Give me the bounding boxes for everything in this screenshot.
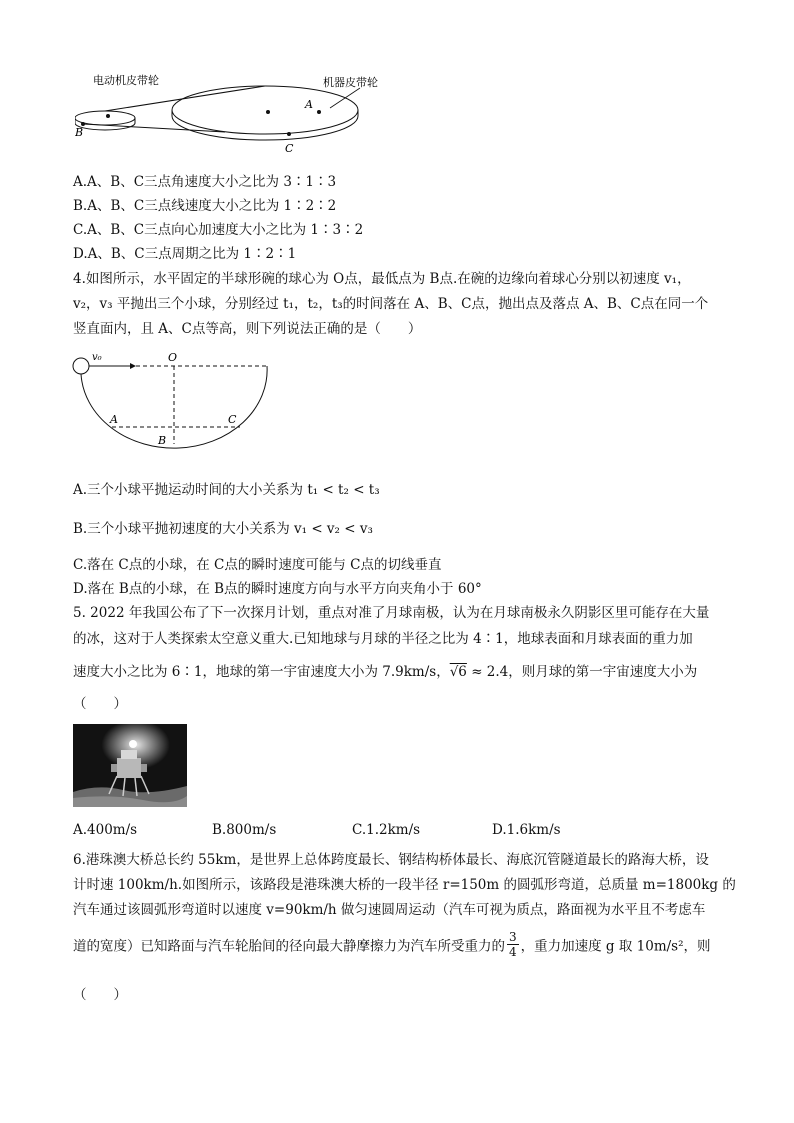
q5-line-4: （ ） [73,696,127,712]
label-machine-pulley: 机器皮带轮 [323,76,378,89]
fraction-denominator: 4 [509,945,517,959]
q3-option-a: A.A、B、C三点角速度大小之比为 3∶1∶3 [73,174,337,190]
q6-line-1: 6.港珠澳大桥总长约 55km，是世界上总体跨度最长、钢结构桥体最长、海底沉管隧道最长的路海大桥，设 [73,852,709,868]
label-b: B [158,434,167,447]
q5-line-3 [73,660,697,680]
label-motor-pulley: 电动机皮带轮 [93,74,159,87]
q4-line-3: 竖直面内，且 A、C点等高，则下列说法正确的是（ ） [73,321,422,337]
q3-option-d: D.A、B、C三点周期之比为 1∶2∶1 [73,246,297,262]
q5-option-c: C.1.2km/s [352,822,421,838]
q3-option-b: B.A、B、C三点线速度大小之比为 1∶2∶2 [73,198,337,214]
point-label-a: A [305,98,313,111]
point-label-b: B [75,126,84,139]
fraction-three-quarters [507,930,519,959]
q4-option-c: C.落在 C点的小球，在 C点的瞬时速度可能与 C点的切线垂直 [73,557,442,573]
hemisphere-bowl-diagram [70,350,275,450]
q5-option-a: A.400m/s [73,822,138,838]
point-label-c: C [285,142,294,155]
q5-option-d: D.1.6km/s [492,822,561,838]
q4-line-1: 4.如图所示，水平固定的半球形碗的球心为 O点，最低点为 B点.在碗的边缘向着球心分别以初速度 v₁， [73,271,691,287]
q5-option-b: B.800m/s [212,822,277,838]
q3-option-c: C.A、B、C三点向心加速度大小之比为 1∶3∶2 [73,222,364,238]
label-c: C [228,413,237,426]
q6-line-5: （ ） [73,987,127,1003]
fraction-numerator: 3 [509,930,517,944]
q5-line-3-text-a: 速度大小之比为 6∶1，地球的第一宇宙速度大小为 7.9km/s， [73,664,450,680]
belt-pulley-diagram [75,70,395,155]
label-a: A [110,413,118,426]
label-o: O [168,351,178,364]
sqrt-6: √6 [449,664,467,680]
q6-line-3: 汽车通过该圆弧形弯道时以速度 v=90km/h 做匀速圆周运动（汽车可视为质点，路面视为水平且不考虑车 [73,902,706,918]
q4-option-d: D.落在 B点的小球，在 B点的瞬时速度方向与水平方向夹角小于 60° [73,581,482,597]
q6-line-2: 计时速 100km/h.如图所示，该路段是港珠澳大桥的一段半径 r=150m 的圆弧形弯道，总质量 m=1800kg 的 [73,877,736,893]
label-v0: v₀ [92,352,102,363]
q5-line-3-text-b: ≈ 2.4，则月球的第一宇宙速度大小为 [466,664,698,680]
q6-line-4 [73,930,711,959]
q6-line-4-text-a: 道的宽度）已知路面与汽车轮胎间的径向最大静摩擦力为汽车所受重力的 [73,938,505,955]
q4-option-a: A.三个小球平抛运动时间的大小关系为 t₁ < t₂ < t₃ [73,482,380,498]
lunar-lander-photo [73,724,187,807]
q4-option-b: B.三个小球平抛初速度的大小关系为 v₁ < v₂ < v₃ [73,521,373,537]
q5-line-1: 5. 2022 年我国公布了下一次探月计划，重点对准了月球南极，认为在月球南极永久阴影区里可能存在大量 [73,605,710,621]
q6-line-4-text-b: ，重力加速度 g 取 10m/s²，则 [520,938,711,955]
q4-line-2: v₂，v₃ 平抛出三个小球，分别经过 t₁，t₂，t₃的时间落在 A、B、C点，抛出点及落点 A、B、C点在同一个 [73,296,709,312]
q5-line-2: 的冰，这对于人类探索太空意义重大.已知地球与月球的半径之比为 4∶1，地球表面和月球表面的重力加 [73,631,693,647]
